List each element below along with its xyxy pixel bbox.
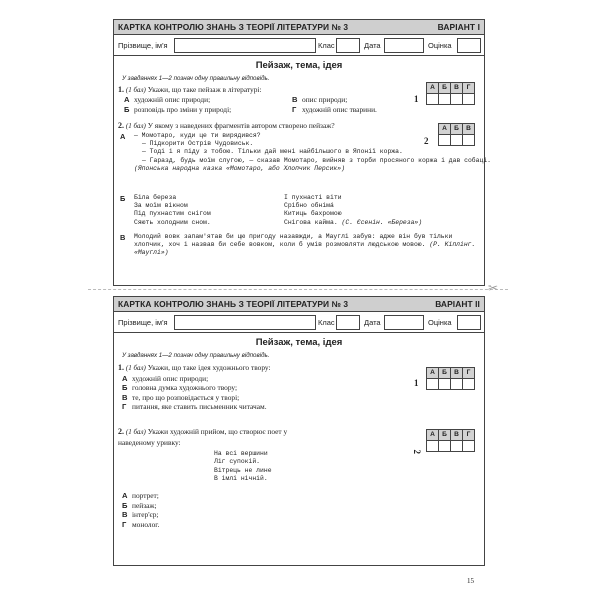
- student-info-row: [114, 35, 484, 56]
- class-field[interactable]: [336, 38, 360, 53]
- option-c-fragment: В Молодий вовк запам'ятав би цю пригоду назавжди, а Мауглі забув: адже він був тільки хлопчик, хоч і назвав би себе вовком, коли б умів розмовляти людською мовою. (Р. Кіплінг. «Мауглі»): [120, 233, 476, 257]
- answer-grid[interactable]: А Б В Г: [426, 367, 475, 390]
- question-text: Укажи художній прийом, що створює поет у наведеному уривку:: [118, 427, 288, 447]
- answer-cell[interactable]: [463, 379, 475, 390]
- question-number: 2.: [118, 427, 124, 436]
- test-card-variant-2: [113, 296, 485, 566]
- question-text: Укажи, що таке пейзаж в літературі:: [147, 85, 262, 94]
- answer-grid[interactable]: А Б В Г: [426, 429, 475, 452]
- option-b: Б розповідь про зміни у природі;: [124, 105, 232, 114]
- answer-cell[interactable]: [439, 441, 451, 452]
- option-d: Г питання, яке ставить письменник читачам.: [122, 402, 267, 412]
- answer-number: 2: [412, 449, 423, 455]
- answer-cell[interactable]: [439, 379, 451, 390]
- surname-label: Прізвище, ім'я: [118, 41, 168, 50]
- answer-number: 1: [414, 94, 419, 104]
- poem-excerpt: На всі вершини Ліг супокій. Вітрець не лине В імлі нічній.: [214, 450, 272, 482]
- answer-cell[interactable]: [463, 94, 475, 105]
- option-b: Б пейзаж;: [122, 500, 157, 510]
- option-d: Г художній опис тварини.: [292, 105, 377, 114]
- grade-field[interactable]: [457, 38, 481, 53]
- question-text: У якому з наведених фрагментів автором створено пейзаж?: [147, 121, 335, 130]
- option-d: Г монолог.: [122, 519, 160, 529]
- answer-cell[interactable]: [439, 94, 451, 105]
- student-info-row: [114, 312, 484, 333]
- question-number: 1.: [118, 363, 124, 372]
- answer-cell[interactable]: [427, 441, 439, 452]
- answer-grid[interactable]: А Б В Г: [426, 82, 475, 105]
- card-header: [114, 297, 484, 312]
- scissors-icon: ✂: [488, 281, 499, 295]
- answer-number: 1: [414, 378, 419, 388]
- topic-title: Пейзаж, тема, ідея: [255, 60, 343, 71]
- question-number: 1.: [118, 85, 124, 94]
- date-label: Дата: [364, 318, 381, 327]
- answer-cell[interactable]: [463, 441, 475, 452]
- question-points: (1 бал): [125, 428, 146, 436]
- question-number: 2.: [118, 121, 124, 130]
- card-title: КАРТКА КОНТРОЛЮ ЗНАНЬ З ТЕОРІЇ ЛІТЕРАТУРИ № 3: [118, 299, 349, 309]
- answer-cell[interactable]: [451, 135, 463, 146]
- surname-field[interactable]: [174, 315, 316, 330]
- grade-field[interactable]: [457, 315, 481, 330]
- question-1: [118, 363, 484, 421]
- card-header: [114, 20, 484, 35]
- cut-line: [88, 289, 508, 290]
- option-c: В інтер'єр;: [122, 510, 159, 520]
- option-a: А портрет;: [122, 491, 159, 500]
- date-field[interactable]: [384, 38, 424, 53]
- question-points: (1 бал): [125, 86, 146, 94]
- option-a: А художній опис природи;: [124, 95, 211, 104]
- answer-grid[interactable]: А Б В: [438, 123, 475, 146]
- question-points: (1 бал): [125, 364, 146, 372]
- test-card-variant-1: [113, 19, 491, 286]
- instruction: У завданнях 1—2 познач одну правильну відповідь.: [122, 352, 270, 359]
- answer-cell[interactable]: [439, 135, 451, 146]
- answer-cell[interactable]: [463, 135, 475, 146]
- question-text: Укажи, що таке ідея художнього твору:: [147, 363, 271, 372]
- surname-field[interactable]: [174, 38, 316, 53]
- grade-label: Оцінка: [428, 41, 452, 50]
- question-2: 2. (1 бал) У якому з наведених фрагментів автором створено пейзаж? 2 А Б В А — Момотаро, куди це ти вирядився? — Підкорити Острів Чудовиськ. — Тоді і я піду з тобою. Тільки дай мені найбільшого в Японії коржа. — Гаразд, будь моїм слугою, — сказав Момотаро, вийняв з торби просяного коржа і дав собаці. (Японська народна казка «Момотаро, або Хлопчик Персик») Б Біла береза За моїм вікном Під пухнастим снігом Сяють холодним сном. І пухнасті віти Срібно обнімá Китиць бахромою Снігова кайма. (С. Єсенін. «Береза») В Молодий вовк запам'ятав би цю пригоду назавжди, а Мауглі забув: адже він був тільки хлопчик, хоч і назвав би себе вовком, коли б умів розмовляти людською мовою. (Р. Кіплінг. «Мауглі»): [118, 121, 491, 257]
- class-field[interactable]: [336, 315, 360, 330]
- answer-cell[interactable]: [451, 441, 463, 452]
- option-b: Б головна думка художнього твору;: [122, 383, 238, 393]
- answer-number: 2: [424, 136, 429, 146]
- variant-label: ВАРІАНТ І: [437, 22, 480, 32]
- card-title: КАРТКА КОНТРОЛЮ ЗНАНЬ З ТЕОРІЇ ЛІТЕРАТУРИ № 3: [118, 22, 349, 32]
- grade-label: Оцінка: [428, 318, 452, 327]
- surname-label: Прізвище, ім'я: [118, 318, 168, 327]
- page-number: 15: [467, 577, 474, 585]
- option-c: В те, про що розповідається у творі;: [122, 392, 240, 402]
- answer-cell[interactable]: [427, 379, 439, 390]
- instruction: У завданнях 1—2 познач одну правильну відповідь.: [122, 75, 270, 82]
- question-2: [118, 427, 484, 545]
- answer-cell[interactable]: [451, 94, 463, 105]
- variant-label: ВАРІАНТ ІІ: [435, 299, 480, 309]
- option-c: В опис природи;: [292, 95, 348, 104]
- answer-cell[interactable]: [451, 379, 463, 390]
- class-label: Клас: [318, 318, 335, 327]
- question-1: [118, 85, 484, 121]
- date-field[interactable]: [384, 315, 424, 330]
- option-a-fragment: А — Момотаро, куди це ти вирядився? — Підкорити Острів Чудовиськ. — Тоді і я піду з тобою. Тільки дай мені найбільшого в Японії коржа. — Гаразд, будь моїм слугою, — сказав Момотаро, вийняв з торби просяного коржа і дав собаці. (Японська народна казка «Момотаро, або Хлопчик Персик»): [120, 132, 491, 172]
- date-label: Дата: [364, 41, 381, 50]
- question-points: (1 бал): [125, 122, 146, 130]
- topic-title: Пейзаж, тема, ідея: [255, 337, 343, 348]
- option-a: А художній опис природи;: [122, 373, 209, 383]
- class-label: Клас: [318, 41, 335, 50]
- answer-cell[interactable]: [427, 94, 439, 105]
